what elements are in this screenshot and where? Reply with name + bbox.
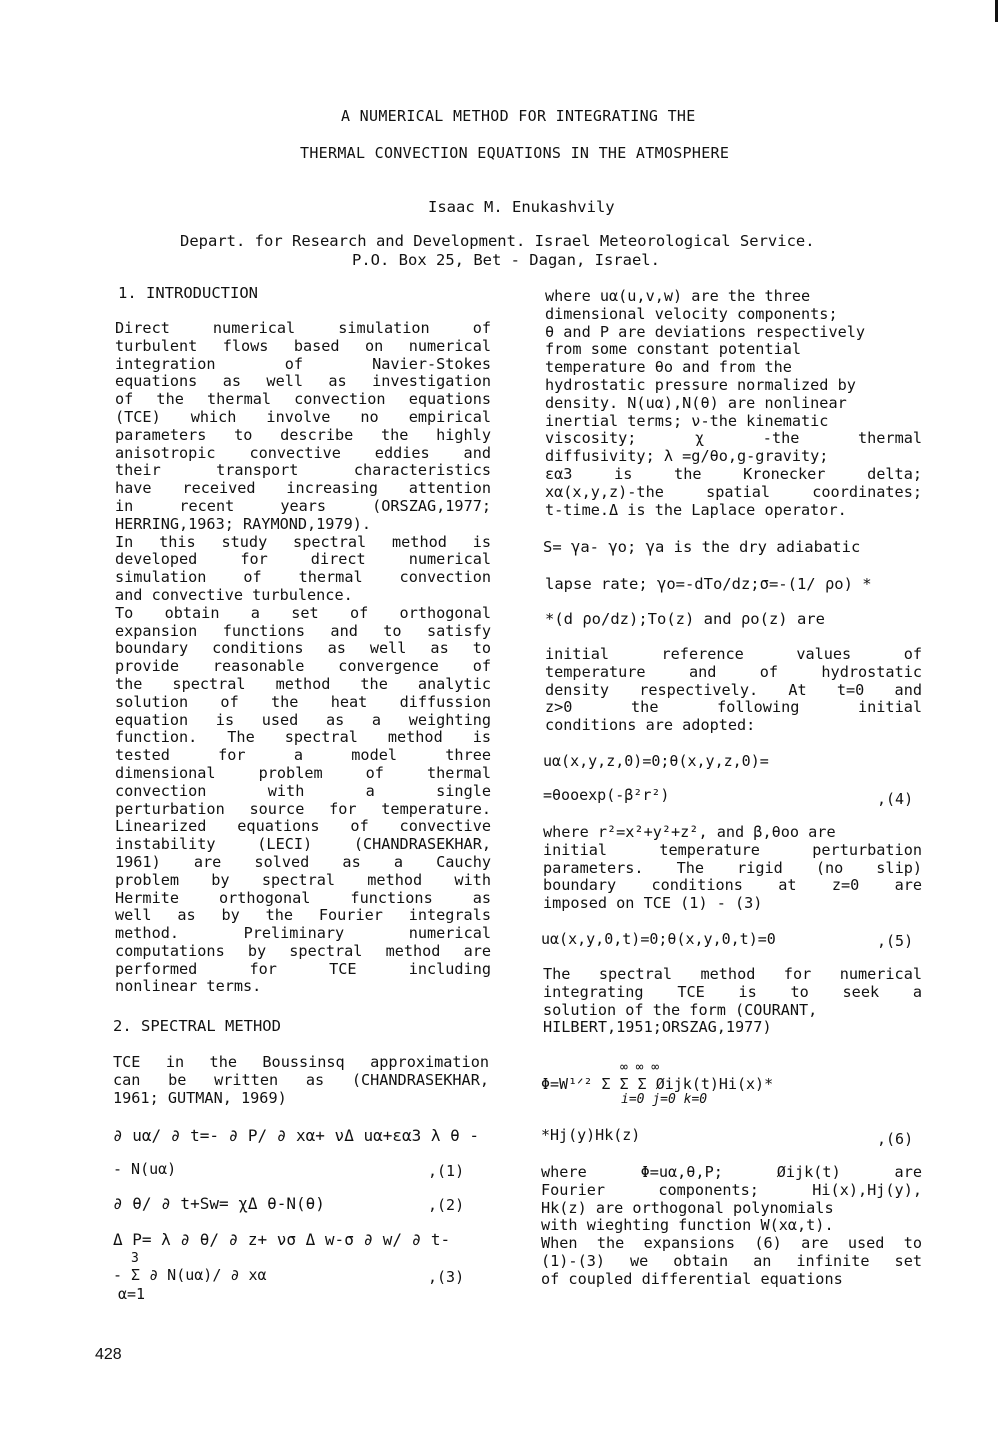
title-line-2: THERMAL CONVECTION EQUATIONS IN THE ATMOSPHERE — [300, 144, 730, 162]
text-line: tested for a model three — [115, 746, 491, 765]
text-line: z>0 the following initial — [545, 698, 922, 717]
text-line: function. The spectral method is — [115, 728, 491, 747]
text-line: dimensional problem of thermal — [115, 763, 491, 782]
text-line: integration of Navier-Stokes — [115, 354, 491, 373]
equation-1-number: ,(1) — [428, 1162, 465, 1180]
text-line: To obtain a set of orthogonal — [115, 603, 491, 622]
scan-edge-mark — [995, 0, 998, 22]
text-line: parameters to describe the highly — [115, 425, 491, 444]
text-line: the spectral method the analytic — [115, 674, 491, 693]
text-line: initial temperature perturbation — [543, 840, 922, 859]
right-para-1 — [545, 288, 922, 519]
text-line: where Φ=uα,θ,P; Øijk(t) are — [541, 1163, 922, 1181]
text-line: (1)-(3) we obtain an infinite set — [541, 1251, 922, 1270]
equation-6a: Φ=W¹ᐟ² Σ Σ Σ Øijk(t)Hi(x)* — [541, 1075, 774, 1093]
density-line: *(d ρo/dz);To(z) and ρo(z) are — [545, 610, 825, 628]
text-line: where uα(u,v,w) are the three — [545, 287, 811, 305]
text-line: anisotropic convective eddies and — [115, 443, 491, 462]
text-line: (TCE) which involve no empirical — [115, 407, 491, 426]
text-line: viscosity; χ -the thermal — [545, 429, 922, 448]
text-line: problem by spectral method with — [115, 870, 491, 889]
text-line: xα(x,y,z)-the spatial coordinates; — [545, 482, 922, 501]
text-line: εα3 is the Kronecker delta; — [545, 464, 922, 483]
affiliation-line-1: Depart. for Research and Development. Israel Meteorological Service. — [180, 232, 815, 250]
text-line: from some constant potential — [545, 340, 802, 359]
text-line: When the expansions (6) are used to — [541, 1234, 922, 1253]
text-line: of the thermal convection equations — [115, 390, 491, 409]
author: Isaac M. Enukashvily — [428, 198, 615, 216]
text-line: well as by the Fourier integrals — [115, 906, 491, 925]
text-line: t-time.Δ is the Laplace operator. — [545, 500, 847, 519]
text-line: Hermite orthogonal functions as — [115, 888, 491, 907]
equation-6-sum-tops: ∞ ∞ ∞ — [620, 1060, 660, 1075]
text-line: solution of the heat diffussion — [115, 692, 491, 711]
title-line-1: A NUMERICAL METHOD FOR INTEGRATING THE — [341, 107, 696, 125]
text-line: simulation of thermal convection — [115, 568, 491, 587]
text-line: nonlinear terms. — [115, 977, 262, 996]
text-line: instability (LECI) (CHANDRASEKHAR, — [115, 835, 491, 854]
text-line: with wieghting function W(xα,t). — [541, 1216, 834, 1235]
text-line: Direct numerical simulation of — [115, 319, 491, 337]
text-line: can be written as (CHANDRASEKHAR, — [113, 1070, 489, 1089]
text-line: perturbation source for temperature. — [115, 799, 491, 818]
text-line: developed for direct numerical — [115, 550, 491, 569]
text-line: θ and P are deviations respectively — [545, 322, 866, 341]
text-line: In this study spectral method is — [115, 532, 491, 551]
text-line: temperature θo and from the — [545, 358, 792, 377]
text-line: TCE in the Boussinsq approximation — [113, 1053, 489, 1071]
lapse-rate-line: lapse rate; γo=-dTo/dz;σ=-(1/ ρo) * — [545, 575, 872, 593]
text-line: boundary conditions at z=0 are — [543, 876, 922, 895]
text-line: performed for TCE including — [115, 959, 491, 978]
right-para-2 — [545, 646, 922, 735]
text-line: equations as well as investigation — [115, 372, 491, 391]
text-line: temperature and of hydrostatic — [545, 662, 922, 681]
text-line: 1961) are solved as a Cauchy — [115, 852, 491, 871]
equation-4-number: ,(4) — [877, 790, 914, 808]
text-line: conditions are adopted: — [545, 716, 756, 735]
page-number: 428 — [95, 1346, 122, 1363]
equation-1b: - N(uα) — [113, 1160, 177, 1178]
equation-6-number: ,(6) — [877, 1130, 914, 1148]
equation-6b: *Hj(y)Hk(z) — [541, 1126, 641, 1144]
section-2-heading: 2. SPECTRAL METHOD — [113, 1017, 281, 1035]
text-line: computations by spectral method are — [115, 941, 491, 960]
text-line: where r²=x²+y²+z², and β,θoo are — [543, 823, 836, 841]
text-line: solution of the form (COURANT, — [543, 1000, 818, 1019]
text-line: HILBERT,1951;ORSZAG,1977) — [543, 1018, 772, 1037]
s-definition-line: S= γa- γo; γa is the dry adiabatic — [543, 538, 861, 556]
text-line: parameters. The rigid (no slip) — [543, 858, 922, 877]
text-line: hydrostatic pressure normalized by — [545, 375, 856, 394]
text-line: their transport characteristics — [115, 461, 491, 480]
equation-4b: =θooexp(-β²r²) — [543, 786, 670, 804]
text-line: equation is used as a weighting — [115, 710, 491, 729]
text-line: HERRING,1963; RAYMOND,1979). — [115, 514, 372, 533]
text-line: in recent years (ORSZAG,1977; — [115, 496, 491, 515]
text-line: density respectively. At t=0 and — [545, 680, 922, 699]
equation-3-number: ,(3) — [428, 1268, 465, 1286]
section-1-heading: 1. INTRODUCTION — [118, 284, 258, 302]
equation-3a: Δ P= λ ∂ θ/ ∂ z+ νσ Δ w-σ ∂ w/ ∂ t- — [113, 1230, 451, 1249]
equation-4a: uα(x,y,z,0)=0;θ(x,y,z,0)= — [543, 752, 769, 770]
affiliation-line-2: P.O. Box 25, Bet - Dagan, Israel. — [352, 251, 660, 269]
text-line: integrating TCE is to seek a — [543, 982, 922, 1001]
right-para-5 — [541, 1164, 922, 1289]
text-line: initial reference values of — [545, 645, 922, 663]
section-2-body — [113, 1054, 489, 1107]
text-line: provide reasonable convergence of — [115, 657, 491, 676]
equation-2: ∂ θ/ ∂ t+Sw= χΔ θ-N(θ) — [113, 1194, 325, 1213]
equation-3-sum-top: 3 — [131, 1251, 139, 1266]
equation-5: uα(x,y,0,t)=0;θ(x,y,0,t)=0 — [541, 930, 776, 948]
text-line: expansion functions and to satisfy — [115, 621, 491, 640]
text-line: density. N(uα),N(θ) are nonlinear — [545, 393, 847, 412]
text-line: and convective turbulence. — [115, 585, 353, 604]
text-line: diffusivity; λ =g/θo,g-gravity; — [545, 447, 829, 466]
text-line: Linearized equations of convective — [115, 817, 491, 836]
text-line: inertial terms; ν-the kinematic — [545, 411, 829, 430]
text-line: have received increasing attention — [115, 479, 491, 498]
text-line: of coupled differential equations — [541, 1269, 843, 1288]
text-line: imposed on TCE (1) - (3) — [543, 894, 763, 913]
text-line: 1961; GUTMAN, 1969) — [113, 1088, 287, 1107]
text-line: Fourier components; Hi(x),Hj(y), — [541, 1180, 922, 1199]
equation-5-number: ,(5) — [877, 932, 914, 950]
right-para-3 — [543, 824, 922, 913]
text-line: dimensional velocity components; — [545, 304, 838, 323]
text-line: convection with a single — [115, 781, 491, 800]
equation-2-number: ,(2) — [428, 1196, 465, 1214]
equation-3b: - Σ ∂ N(uα)/ ∂ xα — [113, 1266, 267, 1284]
text-line: turbulent flows based on numerical — [115, 336, 491, 355]
right-para-4 — [543, 966, 922, 1037]
text-line: The spectral method for numerical — [543, 965, 922, 983]
text-line: method. Preliminary numerical — [115, 924, 491, 943]
equation-3-sum-bottom: α=1 — [118, 1285, 146, 1303]
section-1-body — [115, 320, 491, 996]
equation-1a: ∂ uα/ ∂ t=- ∂ P/ ∂ xα+ νΔ uα+εα3 λ θ - — [113, 1126, 480, 1145]
text-line: boundary conditions as well as to — [115, 639, 491, 658]
text-line: Hk(z) are orthogonal polynomials — [541, 1198, 834, 1217]
equation-6-sum-bottoms: i=0 j=0 k=0 — [621, 1092, 708, 1107]
